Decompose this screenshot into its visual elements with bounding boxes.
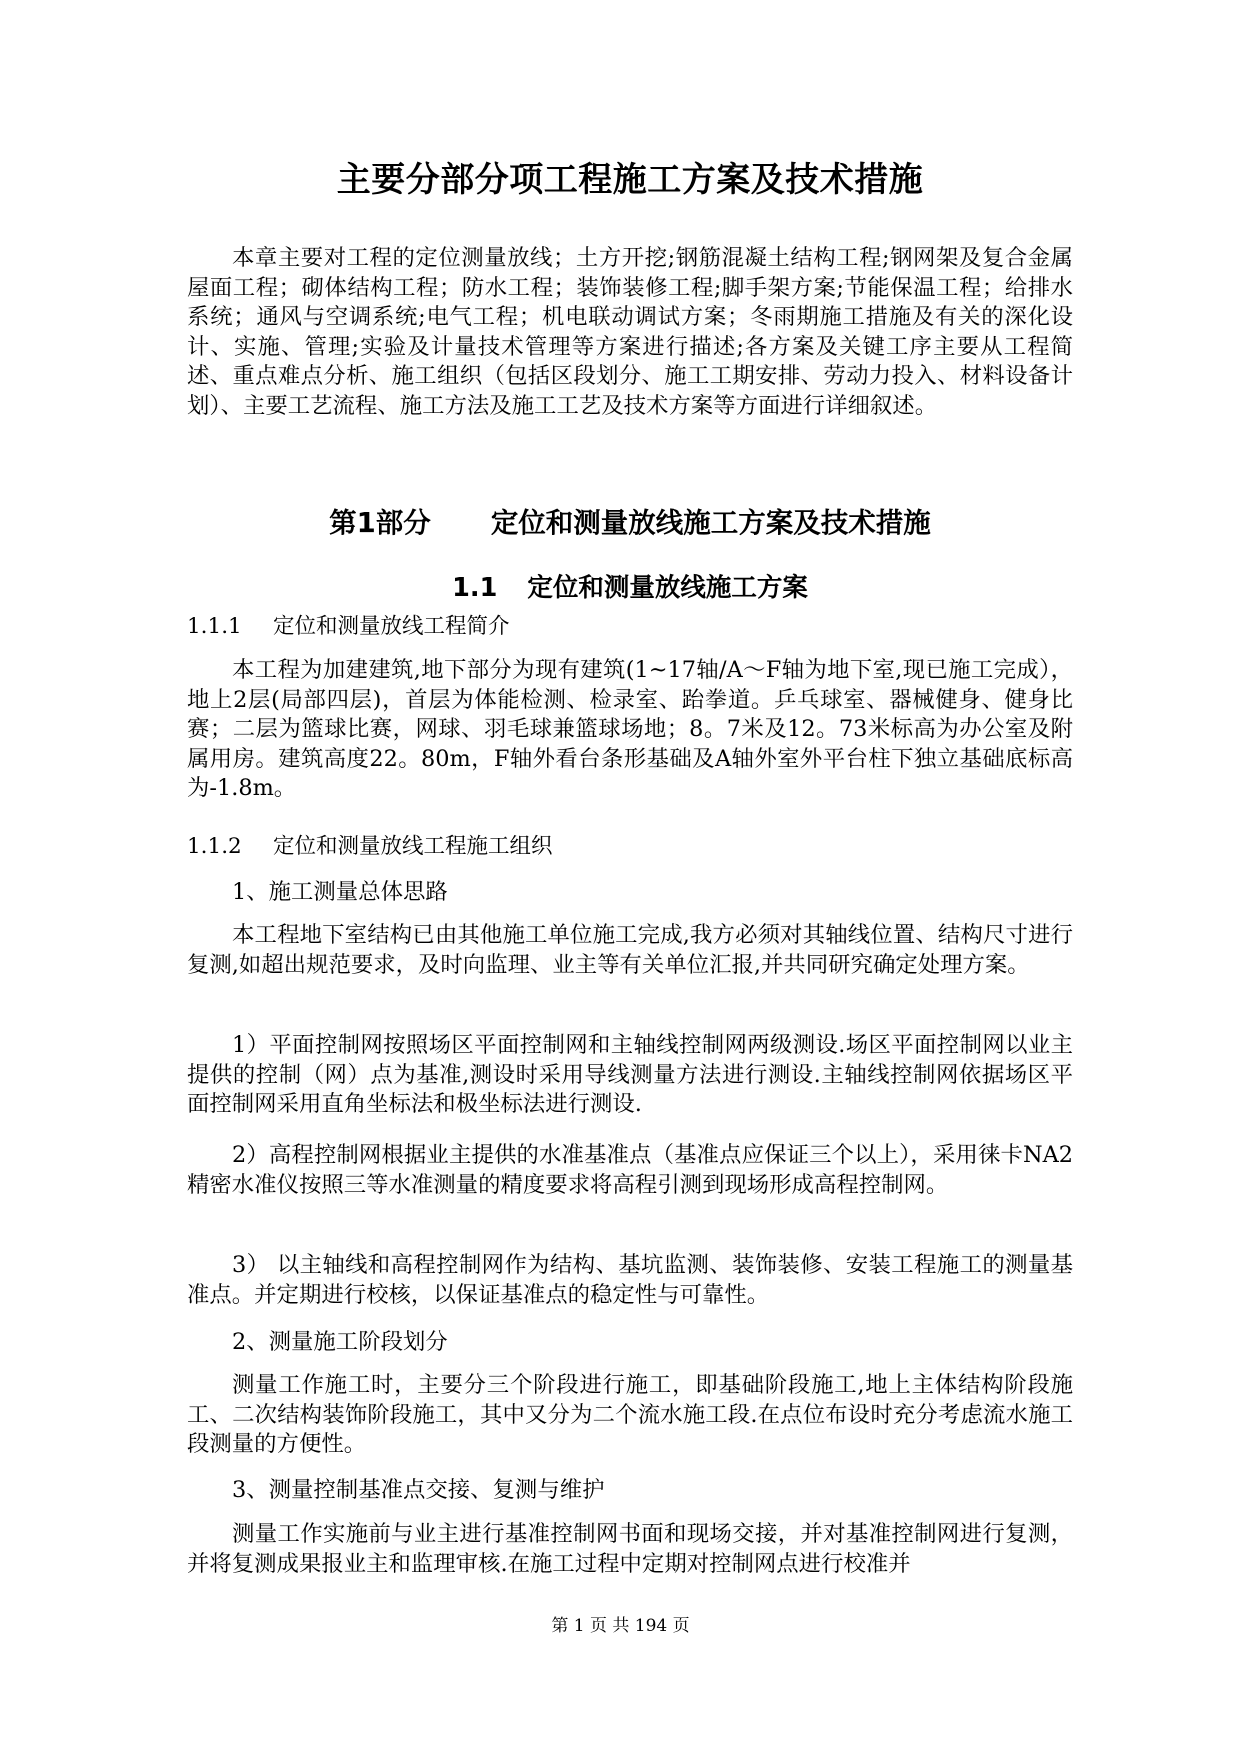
- document-title: 主要分部分项工程施工方案及技术措施: [336, 160, 924, 200]
- body-paragraph-2: 1）平面控制网按照场区平面控制网和主轴线控制网两级测设.场区平面控制网以业主提供的控制（网）点为基准,测设时采用导线测量方法进行测设.主轴线控制网依据场区平面控制网采用直角坐标法和极坐标法进行测设.: [187, 1032, 1073, 1117]
- subsection-number: 1.1.1: [187, 614, 242, 639]
- list-item-heading-3: 3、测量控制基准点交接、复测与维护: [232, 1477, 605, 1503]
- list-item-heading-1: 1、施工测量总体思路: [232, 879, 448, 905]
- subsection-title: 定位和测量放线工程简介: [273, 614, 510, 639]
- page-footer: 第 1 页 共 194 页: [551, 1616, 690, 1636]
- body-paragraph-4: 3） 以主轴线和高程控制网作为结构、基坑监测、装饰装修、安装工程施工的测量基准点。并定期进行校核，以保证基准点的稳定性与可靠性。: [187, 1252, 1073, 1308]
- list-item-heading-2: 2、测量施工阶段划分: [232, 1329, 448, 1355]
- body-paragraph-6: 测量工作实施前与业主进行基准控制网书面和现场交接，并对基准控制网进行复测，并将复测成果报业主和监理审核.在施工过程中定期对控制网点进行校准并: [187, 1521, 1073, 1577]
- subsection-title: 定位和测量放线工程施工组织: [273, 834, 553, 859]
- part-number: 第1部分: [329, 507, 431, 539]
- intro-paragraph: 本章主要对工程的定位测量放线；土方开挖;钢筋混凝土结构工程;钢网架及复合金属屋面工程；砌体结构工程；防水工程；装饰装修工程;脚手架方案;节能保温工程；给排水系统；通风与空调系统;电气工程；机电联动调试方案；冬雨期施工措施及有关的深化设计、实施、管理;实验及计量技术管理等方案进行描述;各方案及关键工序主要从工程简述、重点难点分析、施工组织（包括区段划分、施工工期安排、劳动力投入、材料设备计划）、主要工艺流程、施工方法及施工工艺及技术方案等方面进行详细叙述。: [187, 245, 1073, 419]
- body-paragraph-5: 测量工作施工时，主要分三个阶段进行施工，即基础阶段施工,地上主体结构阶段施工、二次结构装饰阶段施工，其中又分为二个流水施工段.在点位布设时充分考虑流水施工段测量的方便性。: [187, 1372, 1073, 1457]
- part-title: 定位和测量放线施工方案及技术措施: [490, 507, 931, 539]
- section-title: 定位和测量放线施工方案: [527, 573, 808, 603]
- subsection-number: 1.1.2: [187, 834, 242, 859]
- body-paragraph-3: 2）高程控制网根据业主提供的水准基准点（基准点应保证三个以上），采用徕卡NA2精密水准仪按照三等水准测量的精度要求将高程引测到现场形成高程控制网。: [187, 1142, 1073, 1198]
- section-heading: [187, 568, 1073, 604]
- body-paragraph-1: 本工程地下室结构已由其他施工单位施工完成,我方必须对其轴线位置、结构尺寸进行复测,如超出规范要求，及时向监理、业主等有关单位汇报,并共同研究确定处理方案。: [187, 922, 1073, 978]
- subsection-heading-1-1-1: [187, 612, 510, 642]
- project-overview-paragraph: 本工程为加建建筑,地下部分为现有建筑(1~17轴/A～F轴为地下室,现已施工完成），地上2层(局部四层)，首层为体能检测、检录室、跆拳道。乒乓球室、器械健身、健身比赛；二层为篮球比赛，网球、羽毛球兼篮球场地；8。7米及12。73米标高为办公室及附属用房。建筑高度22。80m，F轴外看台条形基础及A轴外室外平台柱下独立基础底标高为-1.8m。: [187, 657, 1073, 801]
- subsection-heading-1-1-2: [187, 832, 553, 862]
- section-number: 1.1: [452, 573, 498, 603]
- part-heading: [187, 500, 1073, 540]
